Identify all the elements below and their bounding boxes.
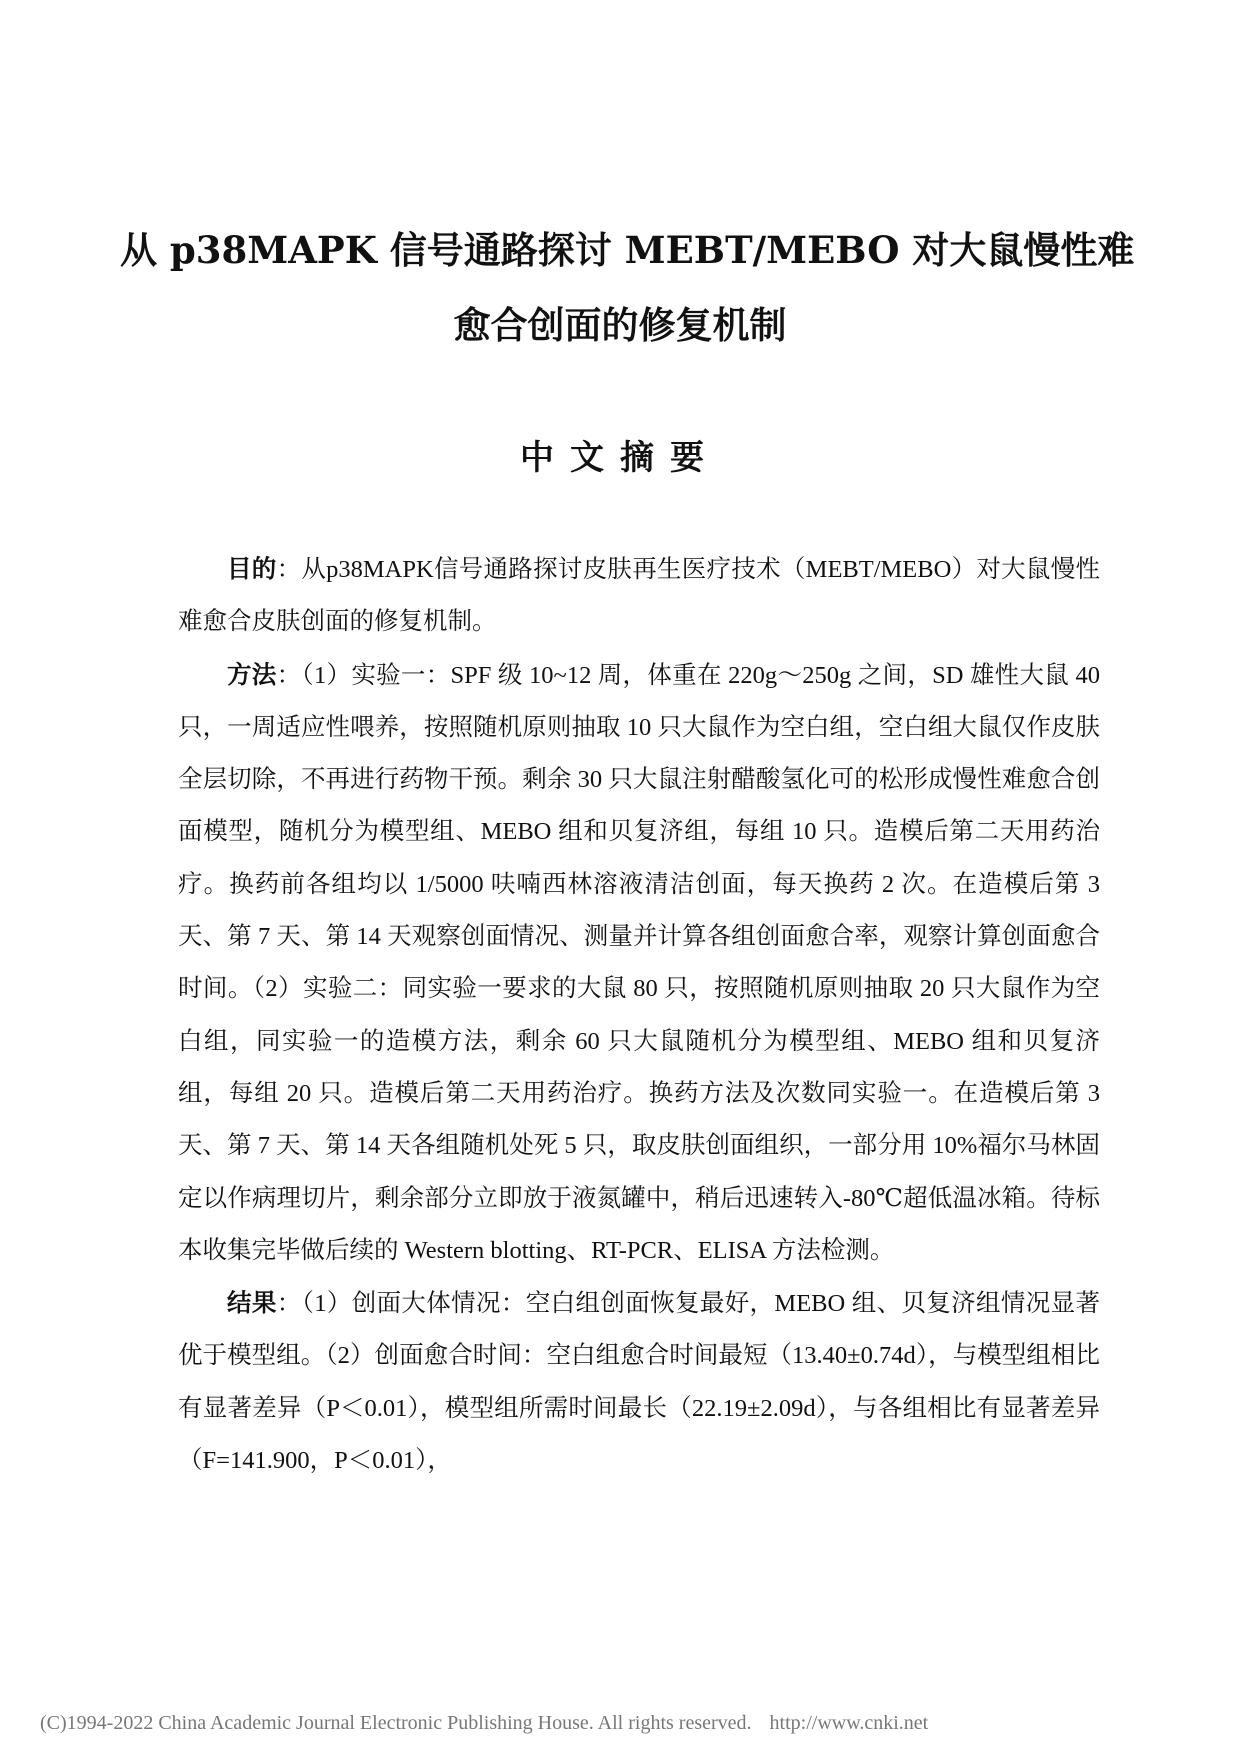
page-footer [40,1712,928,1735]
results-paragraph [178,1277,1100,1487]
methods-text: ：（1）实验一：SPF 级 10~12 周，体重在 220g～250g 之间，SD 雄性大鼠 40 只，一周适应性喂养，按照随机原则抽取 10 只大鼠作为空白组，空白组大鼠仅作皮肤全层切除，不再进行药物干预。剩余 30 只大鼠注射醋酸氢化可的松形成慢性难愈合创面模型，随机分为模型组、MEBO 组和贝复济组，每组 10 只。造模后第二天用药治疗。换药前各组均以 1/5000 呋喃西林溶液清洁创面，每天换药 2 次。在造模后第 3 天、第 7 天、第 14 天观察创面情况、测量并计算各组创面愈合率，观察计算创面愈合时间。（2）实验二：同实验一要求的大鼠 80 只，按照随机原则抽取 20 只大鼠作为空白组，同实验一的造模方法，剩余 60 只大鼠随机分为模型组、MEBO 组和贝复济组，每组 20 只。造模后第二天用药治疗。换药方法及次数同实验一。在造模后第 3 天、第 7 天、第 14 天各组随机处死 5 只，取皮肤创面组织，一部分用 10%福尔马林固定以作病理切片，剩余部分立即放于液氮罐中，稍后迅速转入-80℃超低温冰箱。待标本收集完毕做后续的 Western blotting、RT-PCR、ELISA 方法检测。 [178,661,1101,1264]
results-label: 结果 [227,1288,277,1318]
copyright-notice: (C)1994-2022 China Academic Journal Electronic Publishing House. All rights reserved. [40,1712,752,1734]
results-text: ：（1）创面大体情况：空白组创面恢复最好，MEBO 组、贝复济组情况显著优于模型组。（2）创面愈合时间：空白组愈合时间最短（13.40±0.74d），与模型组相比有显著差异（P＜0.01），模型组所需时间最长（22.19±2.09d），与各组相比有显著差异（F=141.900，P＜0.01）， [178,1290,1101,1475]
paper-title-line-2: 愈合创面的修复机制 [453,303,787,347]
objective-paragraph [178,543,1100,649]
methods-paragraph [178,649,1100,1278]
section-heading: 中文摘要 [520,438,720,478]
paper-title-line-1: 从 p38MAPK 信号通路探讨 MEBT/MEBO 对大鼠慢性难 [120,228,1135,272]
objective-text: ：从p38MAPK信号通路探讨皮肤再生医疗技术（MEBT/MEBO）对大鼠慢性难愈合皮肤创面的修复机制。 [178,556,1100,636]
footer-link[interactable]: http://www.cnki.net [769,1712,929,1734]
objective-label: 目的 [227,554,277,583]
methods-label: 方法 [227,659,277,689]
abstract-body [178,543,1100,1487]
